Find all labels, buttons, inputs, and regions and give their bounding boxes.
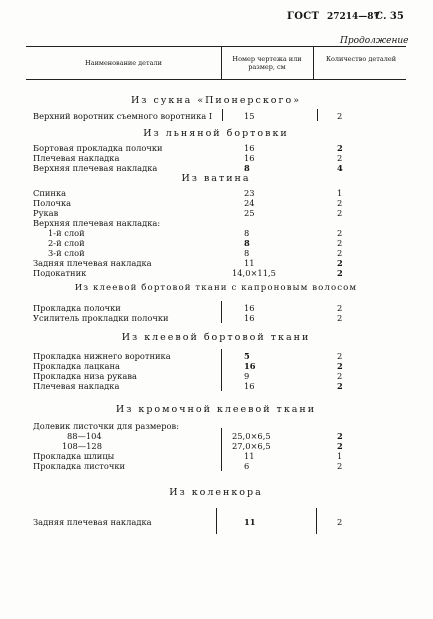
part-code: 16 xyxy=(244,381,255,391)
section-heading: Из кромочной клеевой ткани xyxy=(115,404,317,415)
section-heading: Из клеевой бортовой ткани с капроновым волосом xyxy=(74,283,358,293)
section-heading: Из сукна «Пионерского» xyxy=(130,95,302,106)
part-name: Спинка xyxy=(33,188,67,198)
part-code: 16 xyxy=(244,143,255,153)
part-qty: 2 xyxy=(337,461,343,471)
table-row xyxy=(0,461,433,471)
section-heading: Из клеевой бортовой ткани xyxy=(121,332,311,343)
part-qty: 2 xyxy=(337,198,343,208)
part-name: 2-й слой xyxy=(48,238,85,248)
part-qty: 2 xyxy=(337,371,343,381)
table-top-rule xyxy=(26,46,406,47)
part-code: 11 xyxy=(244,258,255,268)
part-qty: 2 xyxy=(337,238,343,248)
part-code: 6 xyxy=(244,461,250,471)
part-code: 16 xyxy=(244,153,255,163)
part-qty: 2 xyxy=(337,153,343,163)
column-divider-1 xyxy=(221,46,222,79)
column-divider-1 xyxy=(216,508,217,534)
part-code: 8 xyxy=(244,228,250,238)
table-row xyxy=(0,303,433,313)
part-code: 11 xyxy=(244,451,255,461)
table-row xyxy=(0,188,433,198)
part-name: Задняя плечевая накладка xyxy=(33,517,152,527)
part-code: 8 xyxy=(244,163,250,173)
part-code: 23 xyxy=(244,188,255,198)
table-row xyxy=(0,238,433,248)
table-row xyxy=(0,421,433,431)
column-header-qty: Количество деталей xyxy=(325,55,397,63)
table-row xyxy=(0,248,433,258)
section-heading: Из ватина xyxy=(181,173,251,184)
part-qty: 2 xyxy=(337,248,343,258)
part-name: Усилитель прокладки полочки xyxy=(33,313,169,323)
part-qty: 2 xyxy=(337,351,343,361)
part-qty: 2 xyxy=(337,228,343,238)
part-code: 8 xyxy=(244,248,250,258)
part-name: Прокладка полочки xyxy=(33,303,121,313)
part-qty: 2 xyxy=(337,111,343,121)
table-row xyxy=(0,111,433,121)
part-qty: 2 xyxy=(337,381,343,391)
part-code: 25 xyxy=(244,208,255,218)
table-row xyxy=(0,268,433,278)
part-code: 5 xyxy=(244,351,250,361)
table-row xyxy=(0,381,433,391)
part-qty: 2 xyxy=(337,313,343,323)
table-row xyxy=(0,153,433,163)
part-code: 16 xyxy=(244,303,255,313)
part-qty: 2 xyxy=(337,268,343,278)
table-row xyxy=(0,198,433,208)
part-name: Верхняя плечевая накладка: xyxy=(33,218,161,228)
part-code: 15 xyxy=(244,111,255,121)
table-row xyxy=(0,163,433,173)
part-qty: 2 xyxy=(337,361,343,371)
table-row xyxy=(0,143,433,153)
section-heading: Из коленкора xyxy=(169,487,263,498)
part-code: 9 xyxy=(244,371,250,381)
part-name: Плечевая накладка xyxy=(33,153,120,163)
part-code: 14,0×11,5 xyxy=(232,268,276,278)
column-divider-1 xyxy=(221,301,222,323)
part-name: Задняя плечевая накладка xyxy=(33,258,152,268)
part-name: Рукав xyxy=(33,208,59,218)
part-name: Верхний воротник съемного воротника I xyxy=(33,111,213,121)
part-qty: 2 xyxy=(337,258,343,268)
table-row xyxy=(0,208,433,218)
part-name: 1-й слой xyxy=(48,228,85,238)
part-name: Прокладка лацкана xyxy=(33,361,120,371)
part-code: 11 xyxy=(244,517,256,527)
part-qty: 2 xyxy=(337,517,343,527)
part-name: 88—104 xyxy=(67,431,102,441)
column-divider-2 xyxy=(317,109,318,121)
part-code: 8 xyxy=(244,238,250,248)
part-code: 16 xyxy=(244,361,256,371)
column-divider-2 xyxy=(313,46,314,79)
column-divider-1 xyxy=(221,428,222,471)
part-qty: 4 xyxy=(337,163,343,173)
table-row xyxy=(0,371,433,381)
table-row xyxy=(0,218,433,228)
part-code: 16 xyxy=(244,313,255,323)
column-divider-2 xyxy=(316,508,317,534)
table-header-rule xyxy=(26,79,406,80)
table-row xyxy=(0,228,433,238)
standard-number: 27214—87 xyxy=(327,12,380,22)
part-code: 24 xyxy=(244,198,255,208)
part-name: Долевик листочки для размеров: xyxy=(33,421,179,431)
table-row xyxy=(0,431,433,441)
column-header-name: Наименование детали xyxy=(85,59,162,67)
part-name: Прокладка низа рукава xyxy=(33,371,137,381)
part-name: Верхняя плечевая накладка xyxy=(33,163,158,173)
part-name: Полочка xyxy=(33,198,72,208)
page-number: С. 35 xyxy=(375,11,404,22)
part-name: 108—128 xyxy=(62,441,102,451)
part-name: Бортовая прокладка полочки xyxy=(33,143,163,153)
part-code: 27,0×6,5 xyxy=(232,441,271,451)
part-qty: 2 xyxy=(337,441,343,451)
part-name: Прокладка листочки xyxy=(33,461,126,471)
part-qty: 2 xyxy=(337,431,343,441)
part-name: Прокладка шлицы xyxy=(33,451,115,461)
part-code: 25,0×6,5 xyxy=(232,431,271,441)
section-heading: Из льняной бортовки xyxy=(143,128,289,139)
part-qty: 1 xyxy=(337,451,343,461)
table-row xyxy=(0,451,433,461)
table-row xyxy=(0,313,433,323)
column-divider-1 xyxy=(221,349,222,391)
part-qty: 2 xyxy=(337,208,343,218)
table-row xyxy=(0,351,433,361)
column-header-code: Номер чертежа или размер, см xyxy=(232,55,302,71)
part-name: Плечевая накладка xyxy=(33,381,120,391)
table-row xyxy=(0,441,433,451)
continuation-label: Продолжение xyxy=(340,36,409,46)
column-divider-1 xyxy=(222,109,223,121)
part-qty: 2 xyxy=(337,303,343,313)
part-qty: 2 xyxy=(337,143,343,153)
part-qty: 1 xyxy=(337,188,343,198)
table-row xyxy=(0,258,433,268)
part-name: Подокатник xyxy=(33,268,87,278)
part-name: Прокладка нижнего воротника xyxy=(33,351,171,361)
gost-label: ГОСТ xyxy=(287,11,320,22)
table-row xyxy=(0,361,433,371)
part-name: 3-й слой xyxy=(48,248,85,258)
